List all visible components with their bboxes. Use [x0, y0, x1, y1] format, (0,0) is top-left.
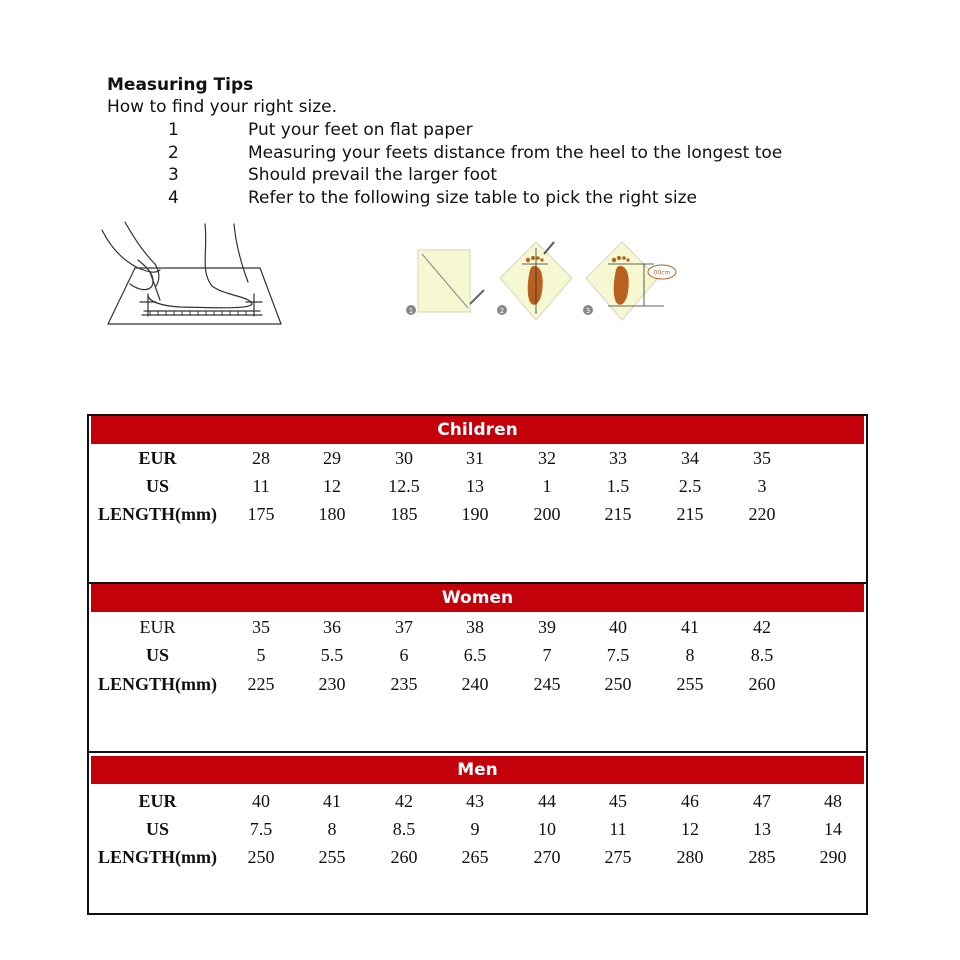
tip-step [107, 187, 907, 210]
table-cell: 10 [538, 819, 556, 839]
measure-label: 00cm [653, 269, 671, 277]
table-cell: 43 [466, 791, 484, 811]
table-cell: 32 [538, 448, 556, 468]
step-badge-3: 3 [585, 307, 591, 315]
table-cell: 280 [676, 847, 704, 867]
table-cell: 2.5 [678, 476, 702, 496]
table-row [89, 472, 866, 500]
table-row [89, 641, 866, 669]
tip-step [107, 164, 907, 187]
table-cell: 41 [681, 617, 699, 637]
table-cell: 260 [390, 847, 418, 867]
row-label: LENGTH(mm) [98, 674, 217, 694]
table-row [89, 787, 866, 815]
table-cell: 40 [609, 617, 627, 637]
foot-measuring-sketch [100, 216, 290, 332]
table-cell: 260 [748, 674, 776, 694]
tip-step [107, 142, 907, 165]
table-cell: 11 [609, 819, 627, 839]
table-cell: 35 [753, 448, 771, 468]
table-cell: 285 [748, 847, 776, 867]
table-cell: 39 [538, 617, 556, 637]
table-cell: 47 [753, 791, 771, 811]
measuring-steps-illustration [404, 238, 694, 332]
table-cell: 265 [461, 847, 489, 867]
table-cell: 9 [470, 819, 480, 839]
table-cell: 3 [757, 476, 767, 496]
table-cell: 46 [681, 791, 699, 811]
table-cell: 1 [542, 476, 552, 496]
table-cell: 40 [252, 791, 270, 811]
table-cell: 230 [318, 674, 346, 694]
step-number: 2 [168, 142, 179, 163]
table-cell: 37 [395, 617, 413, 637]
section-header-women: Women [91, 584, 864, 612]
table-row [89, 843, 866, 871]
table-cell: 175 [247, 504, 275, 524]
table-cell: 31 [466, 448, 484, 468]
table-cell: 14 [824, 819, 842, 839]
table-cell: 5 [256, 645, 266, 665]
table-cell: 35 [252, 617, 270, 637]
table-cell: 215 [676, 504, 704, 524]
table-cell: 44 [538, 791, 556, 811]
section-header-men: Men [91, 756, 864, 784]
table-cell: 7.5 [606, 645, 630, 665]
table-cell: 8 [685, 645, 695, 665]
step-text: Measuring your feets distance from the heel to the longest toe [248, 142, 783, 163]
tips-title: Measuring Tips [107, 75, 254, 95]
size-chart-table [87, 414, 868, 915]
row-label: US [145, 645, 169, 665]
table-cell: 6 [399, 645, 409, 665]
table-cell: 12 [681, 819, 699, 839]
row-label: LENGTH(mm) [98, 847, 217, 867]
table-cell: 215 [604, 504, 632, 524]
table-cell: 28 [252, 448, 270, 468]
table-cell: 185 [390, 504, 418, 524]
table-cell: 11 [252, 476, 270, 496]
row-label: EUR [139, 617, 176, 637]
step-badge-1: 1 [408, 307, 414, 315]
table-cell: 33 [609, 448, 627, 468]
footprint-steps-icon [404, 238, 694, 328]
section-divider [89, 751, 866, 753]
table-cell: 7.5 [249, 819, 273, 839]
table-cell: 13 [466, 476, 484, 496]
step-number: 3 [168, 165, 179, 185]
table-cell: 220 [748, 504, 776, 524]
table-row [89, 815, 866, 843]
table-cell: 275 [604, 847, 632, 867]
table-cell: 255 [318, 847, 346, 867]
table-cell: 42 [753, 617, 771, 637]
table-cell: 255 [676, 674, 704, 694]
table-row [89, 613, 866, 641]
table-cell: 12.5 [388, 476, 420, 496]
table-cell: 12 [323, 476, 341, 496]
table-cell: 290 [819, 847, 847, 867]
section-header-children: Children [91, 416, 864, 444]
table-cell: 5.5 [320, 645, 344, 665]
table-cell: 29 [323, 448, 341, 468]
table-row [89, 444, 866, 472]
row-label: EUR [138, 791, 177, 811]
row-label: LENGTH(mm) [98, 504, 217, 524]
step-text: Refer to the following size table to pick the right size [248, 187, 697, 208]
table-cell: 8 [327, 819, 337, 839]
table-cell: 190 [461, 504, 489, 524]
table-cell: 38 [466, 617, 484, 637]
table-cell: 13 [753, 819, 771, 839]
table-cell: 48 [824, 791, 842, 811]
table-cell: 225 [247, 674, 275, 694]
row-label: US [145, 819, 169, 839]
table-cell: 245 [533, 674, 561, 694]
table-cell: 180 [318, 504, 346, 524]
table-cell: 235 [390, 674, 418, 694]
table-cell: 45 [609, 791, 627, 811]
step-badge-2: 2 [499, 307, 505, 315]
table-cell: 42 [395, 791, 413, 811]
table-row [89, 670, 866, 698]
table-cell: 36 [323, 617, 341, 637]
row-label: EUR [138, 448, 177, 468]
row-label: US [145, 476, 169, 496]
table-cell: 41 [323, 791, 341, 811]
table-cell: 1.5 [606, 476, 630, 496]
table-cell: 6.5 [463, 645, 487, 665]
table-cell: 250 [604, 674, 632, 694]
foot-measuring-icon [100, 216, 290, 328]
table-cell: 30 [395, 448, 413, 468]
tips-subtitle: How to find your right size. [107, 97, 337, 117]
table-cell: 8.5 [392, 819, 416, 839]
table-cell: 250 [247, 847, 275, 867]
table-row [89, 500, 866, 528]
table-cell: 34 [681, 448, 699, 468]
step-number: 4 [168, 187, 179, 208]
table-cell: 200 [533, 504, 561, 524]
measuring-tips [107, 74, 907, 209]
step-text: Put your feet on flat paper [248, 120, 473, 140]
table-cell: 8.5 [750, 645, 774, 665]
table-cell: 240 [461, 674, 489, 694]
step-text: Should prevail the larger foot [248, 165, 498, 185]
table-cell: 7 [542, 645, 552, 665]
table-cell: 270 [533, 847, 561, 867]
tip-step [107, 119, 907, 142]
step-number: 1 [168, 120, 179, 140]
